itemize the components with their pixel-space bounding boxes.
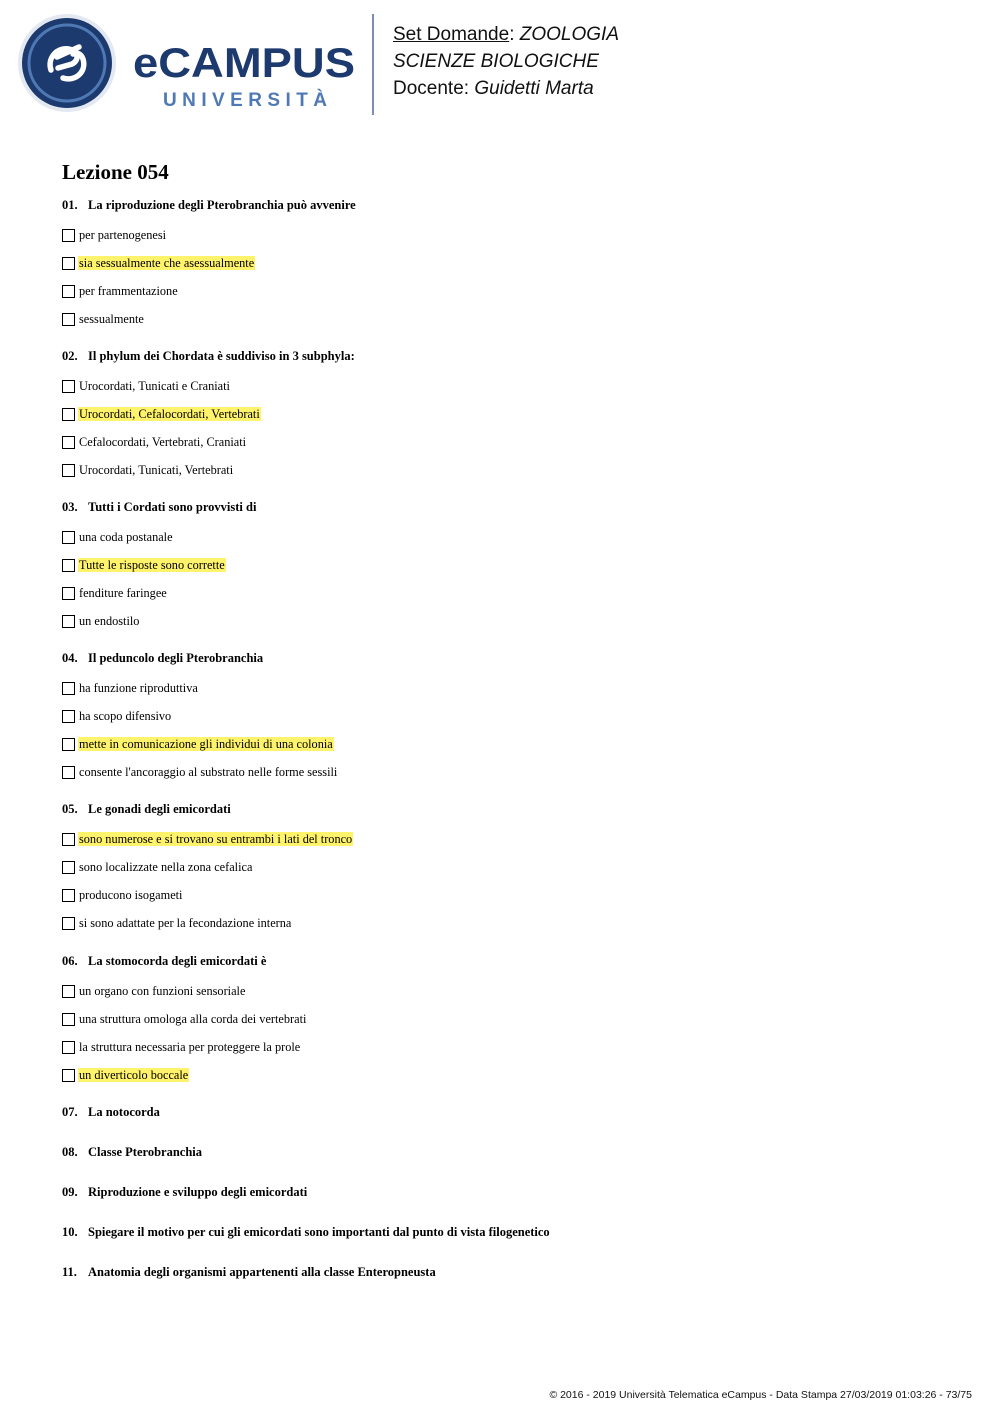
answer-text: ha funzione riproduttiva	[79, 681, 198, 695]
answer-text: Urocordati, Tunicati, Vertebrati	[79, 463, 234, 477]
answer-checkbox[interactable]	[62, 285, 75, 298]
answer-option[interactable]	[62, 853, 353, 881]
answer-text-correct: sono numerose e si trovano su entrambi i lati del tronco	[79, 832, 353, 846]
answer-option[interactable]	[62, 579, 256, 607]
answer-checkbox[interactable]	[62, 615, 75, 628]
answer-text: una struttura omologa alla corda dei vertebrati	[79, 1012, 307, 1026]
answer-checkbox[interactable]	[62, 766, 75, 779]
question-number: 10.	[62, 1225, 78, 1239]
question-title	[62, 1262, 436, 1282]
answer-option[interactable]	[62, 249, 356, 277]
answer-text: Urocordati, Tunicati e Craniati	[79, 379, 230, 393]
question-title	[62, 497, 256, 517]
question-title	[62, 1142, 202, 1162]
question-number: 02.	[62, 349, 78, 363]
answer-checkbox[interactable]	[62, 408, 75, 421]
question-block	[62, 799, 353, 937]
question-text: Le gonadi degli emicordati	[88, 802, 231, 816]
logo-text: eCAMPUS	[133, 40, 355, 86]
page-header	[0, 0, 1000, 130]
answer-checkbox[interactable]	[62, 682, 75, 695]
answer-checkbox[interactable]	[62, 738, 75, 751]
question-title	[62, 1222, 550, 1242]
open-question	[62, 1262, 436, 1282]
question-title	[62, 951, 307, 971]
question-block	[62, 497, 256, 635]
answer-text: per frammentazione	[79, 284, 178, 298]
question-block	[62, 951, 307, 1089]
answer-options	[62, 221, 356, 333]
answer-option[interactable]	[62, 909, 353, 937]
open-question	[62, 1182, 307, 1202]
question-text: Tutti i Cordati sono provvisti di	[88, 500, 257, 514]
answer-checkbox[interactable]	[62, 833, 75, 846]
answer-checkbox[interactable]	[62, 380, 75, 393]
answer-option[interactable]	[62, 428, 355, 456]
answer-option[interactable]	[62, 372, 355, 400]
answer-option[interactable]	[62, 674, 338, 702]
answer-checkbox[interactable]	[62, 985, 75, 998]
answer-options	[62, 674, 338, 786]
answer-option[interactable]	[62, 523, 256, 551]
question-number: 01.	[62, 198, 78, 212]
open-question	[62, 1142, 202, 1162]
question-text: Il phylum dei Chordata è suddiviso in 3 subphyla:	[88, 349, 355, 363]
question-text: La stomocorda degli emicordati è	[88, 954, 267, 968]
answer-checkbox[interactable]	[62, 587, 75, 600]
answer-checkbox[interactable]	[62, 861, 75, 874]
answer-checkbox[interactable]	[62, 889, 75, 902]
answer-checkbox[interactable]	[62, 917, 75, 930]
question-number: 04.	[62, 651, 78, 665]
answer-text: per partenogenesi	[79, 228, 167, 242]
answer-checkbox[interactable]	[62, 229, 75, 242]
lesson-title: Lezione 054	[62, 160, 169, 184]
answer-option[interactable]	[62, 1061, 307, 1089]
question-block	[62, 648, 338, 786]
open-question	[62, 1102, 160, 1122]
answer-checkbox[interactable]	[62, 257, 75, 270]
answer-option[interactable]	[62, 1033, 307, 1061]
answer-checkbox[interactable]	[62, 313, 75, 326]
answer-checkbox[interactable]	[62, 559, 75, 572]
answer-options	[62, 825, 353, 937]
logo-subtext: UNIVERSITÀ	[163, 90, 327, 110]
teacher-label: Docente	[393, 78, 464, 99]
answer-option[interactable]	[62, 977, 307, 1005]
answer-option[interactable]	[62, 825, 353, 853]
answer-text: un organo con funzioni sensoriale	[79, 984, 246, 998]
answer-checkbox[interactable]	[62, 436, 75, 449]
question-text: La notocorda	[88, 1105, 160, 1119]
answer-option[interactable]	[62, 607, 256, 635]
answer-text: la struttura necessaria per proteggere la prole	[79, 1040, 301, 1054]
answer-text-correct: sia sessualmente che asessualmente	[79, 256, 255, 270]
answer-option[interactable]	[62, 551, 256, 579]
page-footer: © 2016 - 2019 Università Telematica eCampus - Data Stampa 27/03/2019 01:03:26 - 73/75	[549, 1389, 972, 1401]
set-value: ZOOLOGIA	[519, 24, 619, 45]
question-text: Spiegare il motivo per cui gli emicordati sono importanti dal punto di vista filogenetico	[88, 1225, 550, 1239]
teacher-value: Guidetti Marta	[474, 78, 594, 99]
answer-option[interactable]	[62, 881, 353, 909]
answer-option[interactable]	[62, 305, 356, 333]
answer-checkbox[interactable]	[62, 710, 75, 723]
question-number: 11.	[62, 1265, 77, 1279]
question-number: 06.	[62, 954, 78, 968]
question-text: Riproduzione e sviluppo degli emicordati	[88, 1185, 308, 1199]
answer-option[interactable]	[62, 730, 338, 758]
question-title	[62, 799, 353, 819]
question-number: 07.	[62, 1105, 78, 1119]
answer-option[interactable]	[62, 758, 338, 786]
header-divider	[372, 14, 374, 115]
answer-text: consente l'ancoraggio al substrato nelle forme sessili	[79, 765, 338, 779]
question-title	[62, 1102, 160, 1122]
header-info	[393, 21, 619, 102]
answer-option[interactable]	[62, 1005, 307, 1033]
answer-option[interactable]	[62, 702, 338, 730]
answer-text-correct: un diverticolo boccale	[79, 1068, 189, 1082]
question-number: 08.	[62, 1145, 78, 1159]
answer-checkbox[interactable]	[62, 464, 75, 477]
answer-options	[62, 977, 307, 1089]
question-number: 05.	[62, 802, 78, 816]
answer-option[interactable]	[62, 221, 356, 249]
answer-text-correct: Tutte le risposte sono corrette	[79, 558, 225, 572]
question-title	[62, 648, 338, 668]
open-question	[62, 1222, 550, 1242]
answer-checkbox[interactable]	[62, 1069, 75, 1082]
answer-text: Cefalocordati, Vertebrati, Craniati	[79, 435, 247, 449]
answer-text: una coda postanale	[79, 530, 173, 544]
answer-option[interactable]	[62, 456, 355, 484]
question-title	[62, 195, 356, 215]
answer-options	[62, 523, 256, 635]
answer-text-correct: mette in comunicazione gli individui di una colonia	[79, 737, 333, 751]
answer-option[interactable]	[62, 400, 355, 428]
set-line: Set Domande: ZOOLOGIA	[393, 24, 619, 45]
answer-checkbox[interactable]	[62, 1013, 75, 1026]
question-text: La riproduzione degli Pterobranchia può avvenire	[88, 198, 356, 212]
question-block	[62, 346, 355, 484]
answer-checkbox[interactable]	[62, 531, 75, 544]
answer-option[interactable]	[62, 277, 356, 305]
course-name: SCIENZE BIOLOGICHE	[393, 51, 599, 72]
answer-text: un endostilo	[79, 614, 140, 628]
answer-text-correct: Urocordati, Cefalocordati, Vertebrati	[79, 407, 260, 421]
answer-text: fenditure faringee	[79, 586, 167, 600]
ecampus-wordmark-logo	[133, 40, 358, 110]
question-text: Il peduncolo degli Pterobranchia	[88, 651, 264, 665]
set-label: Set Domande	[393, 24, 510, 45]
answer-text: producono isogameti	[79, 888, 183, 902]
question-number: 03.	[62, 500, 78, 514]
answer-text: sessualmente	[79, 312, 144, 326]
answer-text: sono localizzate nella zona cefalica	[79, 860, 253, 874]
question-text: Classe Pterobranchia	[88, 1145, 202, 1159]
answer-text: ha scopo difensivo	[79, 709, 172, 723]
question-title	[62, 346, 355, 366]
question-block	[62, 195, 356, 333]
question-number: 09.	[62, 1185, 78, 1199]
answer-options	[62, 372, 355, 484]
question-title	[62, 1182, 307, 1202]
answer-text: si sono adattate per la fecondazione interna	[79, 916, 292, 930]
answer-checkbox[interactable]	[62, 1041, 75, 1054]
ecampus-emblem-logo	[17, 12, 117, 114]
question-text: Anatomia degli organismi appartenenti alla classe Enteropneusta	[88, 1265, 436, 1279]
teacher-line: Docente: Guidetti Marta	[393, 78, 594, 99]
